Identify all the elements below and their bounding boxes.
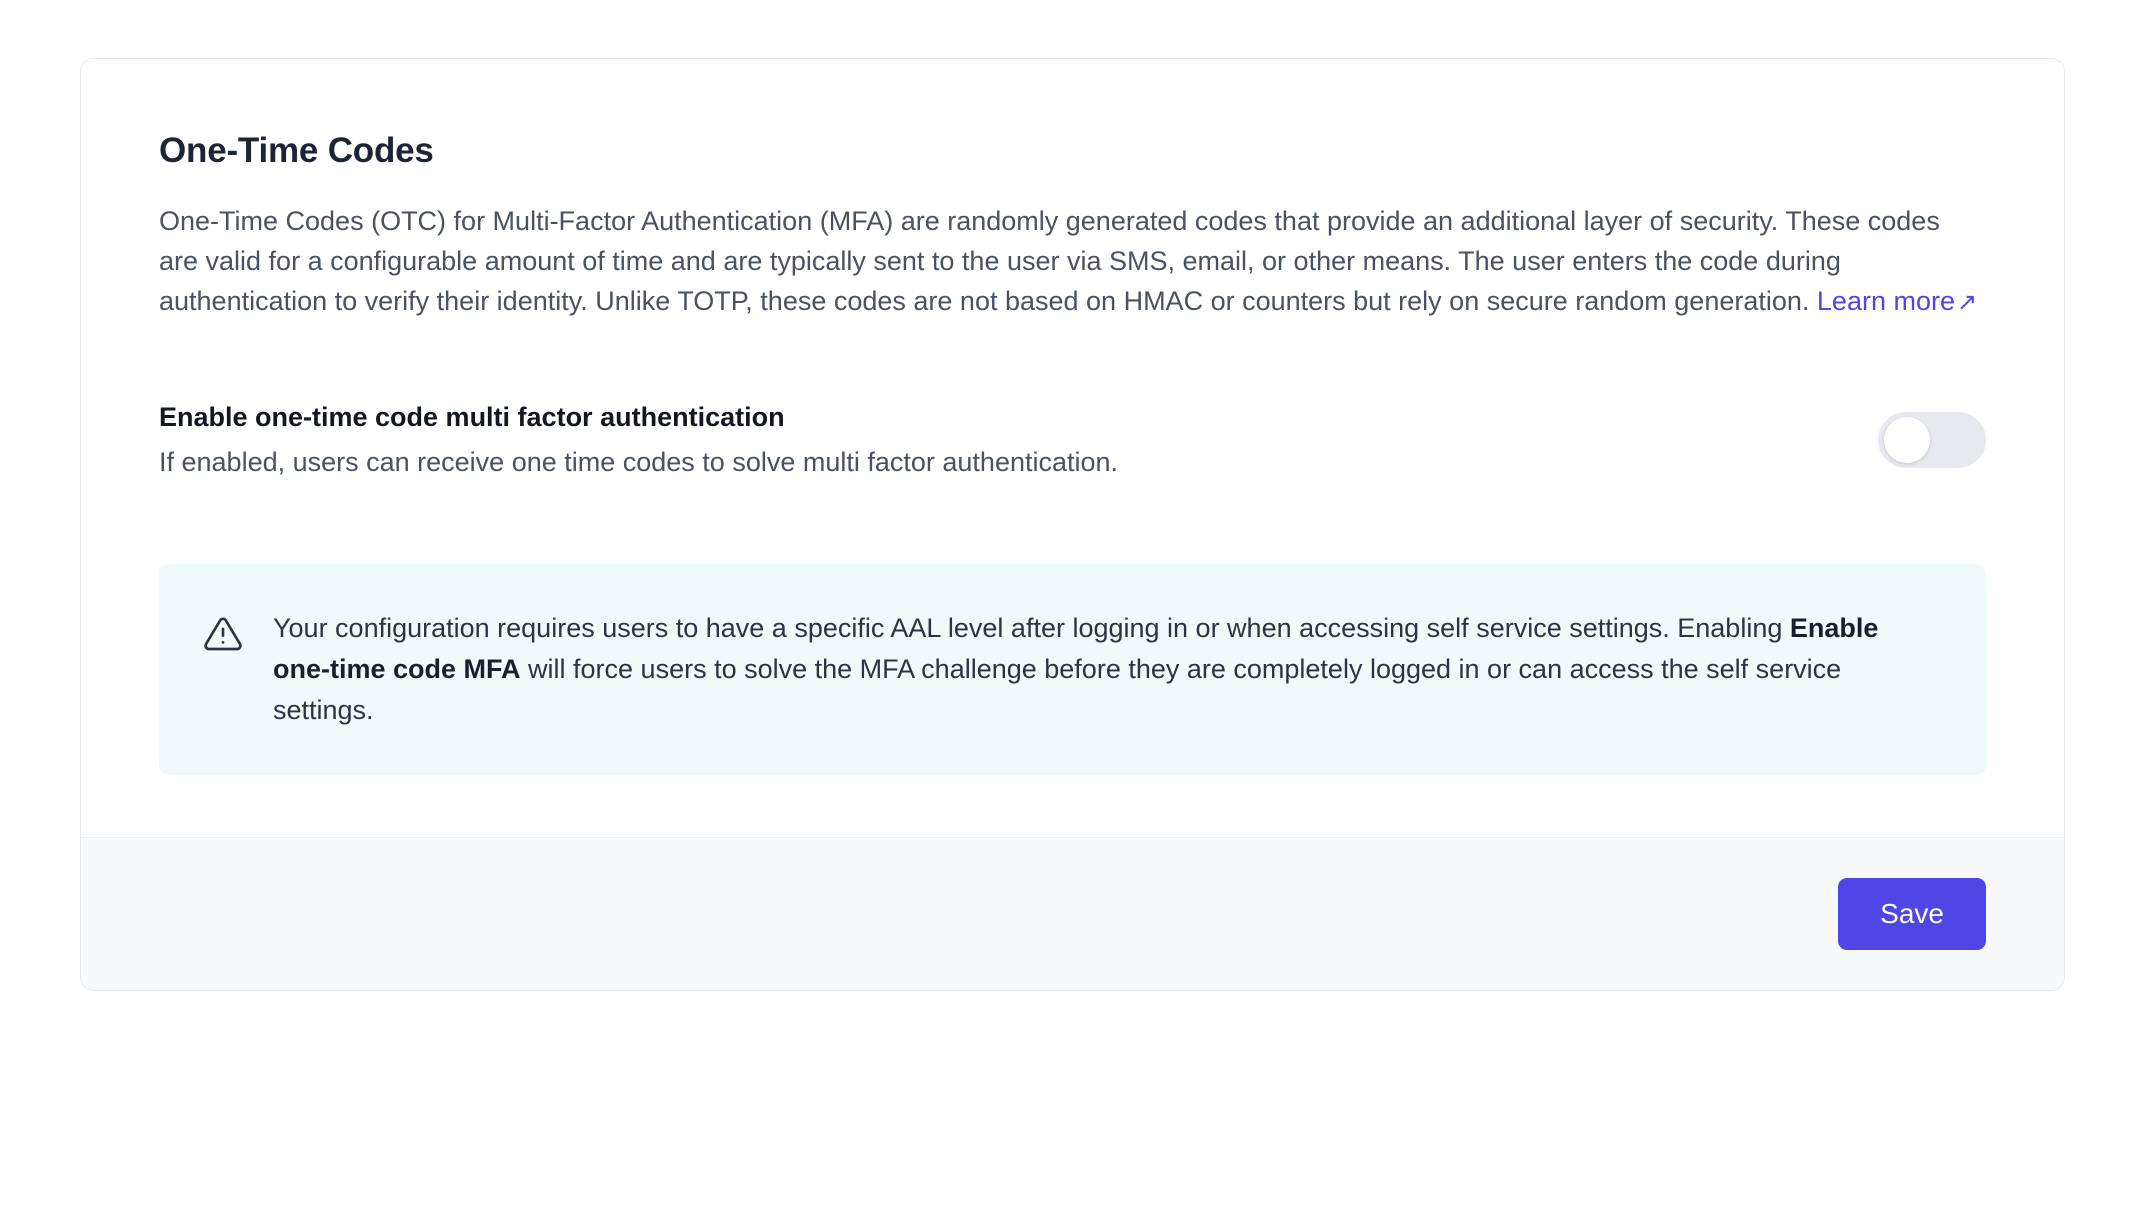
- card-description: [159, 201, 1986, 322]
- aal-warning-text-part2: will force users to solve the MFA challenge before they are completely logged in or can access the self service settings.: [273, 653, 1842, 725]
- learn-more-link[interactable]: [1817, 286, 1977, 316]
- one-time-codes-card: [80, 58, 2065, 991]
- warning-triangle-icon: [203, 614, 243, 659]
- save-button[interactable]: Save: [1838, 878, 1986, 950]
- enable-otc-mfa-row: [159, 402, 1986, 478]
- toggle-knob: [1884, 417, 1930, 463]
- aal-warning-emphasis: Enable one-time code MFA: [273, 612, 1879, 684]
- external-link-arrow-icon: ↗: [1956, 289, 1978, 317]
- enable-otc-mfa-label: Enable one-time code multi factor authentication: [159, 401, 785, 432]
- card-body: [81, 59, 2064, 837]
- enable-otc-mfa-text: [159, 402, 1118, 478]
- enable-otc-mfa-description: If enabled, users can receive one time codes to solve multi factor authentication.: [159, 446, 1119, 477]
- aal-warning-text: [273, 608, 1938, 731]
- learn-more-label: Learn more: [1816, 286, 1955, 317]
- aal-warning-alert: [159, 564, 1986, 775]
- page-title: One-Time Codes: [159, 131, 434, 170]
- card-footer: [81, 837, 2064, 990]
- enable-otc-mfa-toggle[interactable]: [1878, 412, 1986, 468]
- card-description-text: One-Time Codes (OTC) for Multi-Factor Authentication (MFA) are randomly generated codes that provide an additional layer of security. These codes are valid for a configurable amount of time and are typically sent to the user via SMS, email, or other means. The user enters the code during authentication to verify their identity. Unlike TOTP, these codes are not based on HMAC or counters but rely on secure random generation.: [159, 206, 1940, 317]
- aal-warning-text-part1: Your configuration requires users to have a specific AAL level after logging in or when accessing self service settings. Enabling: [273, 612, 1790, 643]
